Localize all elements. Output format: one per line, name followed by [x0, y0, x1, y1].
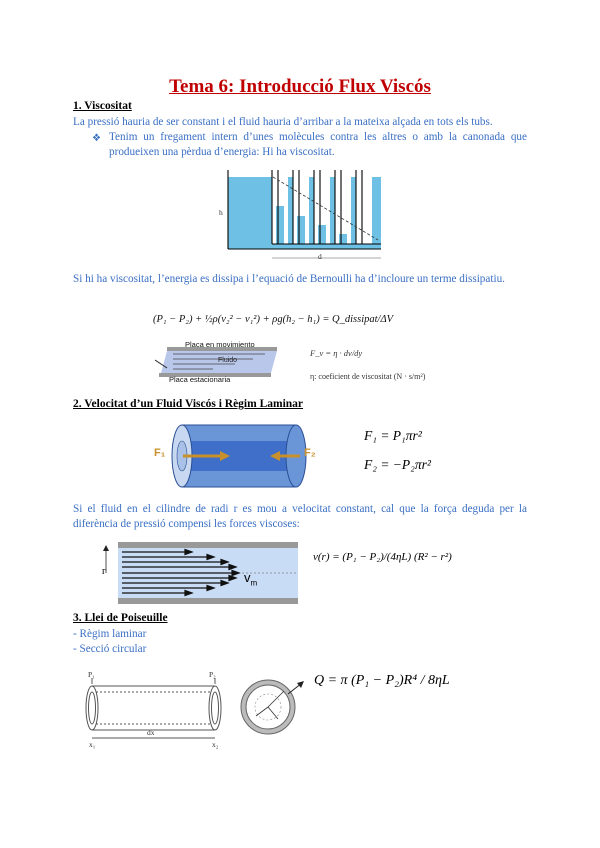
x1-label: x₁ — [89, 740, 96, 749]
section-1-heading: 1. Viscositat — [73, 100, 132, 112]
plate-top-label: Placa en movimiento — [185, 340, 255, 349]
page-title: Tema 6: Introducció Flux Viscós — [169, 76, 431, 97]
bullet-diamond-icon: ❖ — [92, 133, 101, 144]
section-1-paragraph: La pressió hauria de ser constant i el fluid hauria d’arribar a la mateixa alçada en tots els tubs. — [73, 116, 493, 128]
force-1-equation: F₁ = P₁πr² — [364, 428, 422, 443]
f2-label: F₂ — [304, 447, 316, 459]
radius-label: r — [102, 566, 106, 577]
bernoulli-equation: (P₁ − P₂) + ½ρ(v₂² − v₁²) + ρg(h₂ − h₁) = Q_dissipat/ΔV — [153, 314, 394, 325]
section-3-heading: 3. Llei de Poiseuille — [73, 612, 168, 624]
shear-equation: F_v = η · dv/dy — [310, 348, 363, 358]
condition-item-laminar: - Règim laminar — [73, 628, 147, 640]
dx-label: dx — [147, 728, 155, 737]
velocity-profile-figure — [100, 540, 300, 606]
f1-label: F₁ — [154, 447, 166, 459]
eta-definition: η: coeficient de viscositat (N · s/m²) — [310, 372, 426, 381]
poiseuille-equation: Q = π (P₁ − P₂)R⁴ / 8ηL — [314, 673, 450, 688]
poiseuille-pipe-figure — [80, 668, 230, 748]
section-2-paragraph: Si el fluid en el cilindre de radi r es mou a velocitat constant, cal que la força deguda per la diferència de pressió compensi les forces viscoses: — [73, 503, 527, 530]
fig-d-label: d — [318, 252, 322, 261]
velocity-equation: v(r) = (P₁ − P₂)/(4ηL) (R² − r²) — [313, 551, 452, 563]
condition-item-circular: - Secció circular — [73, 643, 147, 655]
vm-label: $v_m$ — [244, 570, 258, 588]
fig-h-label: h — [219, 208, 223, 217]
cylinder-forces-figure — [150, 422, 330, 492]
x2-label: x₂ — [212, 740, 219, 749]
viscosity-tubes-figure — [218, 170, 390, 266]
force-2-equation: F₂ = −P₂πr² — [364, 457, 431, 472]
p2-label: P₂ — [209, 670, 216, 679]
section-2-heading: 2. Velocitat d’un Fluid Viscós i Règim Laminar — [73, 398, 304, 410]
plate-fluid-label: Fluido — [218, 357, 238, 364]
section-1-paragraph-2: Si hi ha viscositat, l’energia es dissipa i l’equació de Bernoulli ha d’incloure un terme dissipatiu. — [73, 273, 505, 285]
section-1-bullet: Tenim un fregament intern d’unes molècules contra les altres o amb la canonada que produeixen una pèrdua d’energia: Hi ha viscositat. — [109, 131, 527, 158]
plate-bottom-label: Placa estacionaria — [169, 375, 231, 384]
p1-label: P₁ — [88, 670, 95, 679]
radius-arrow-icon — [286, 680, 306, 696]
